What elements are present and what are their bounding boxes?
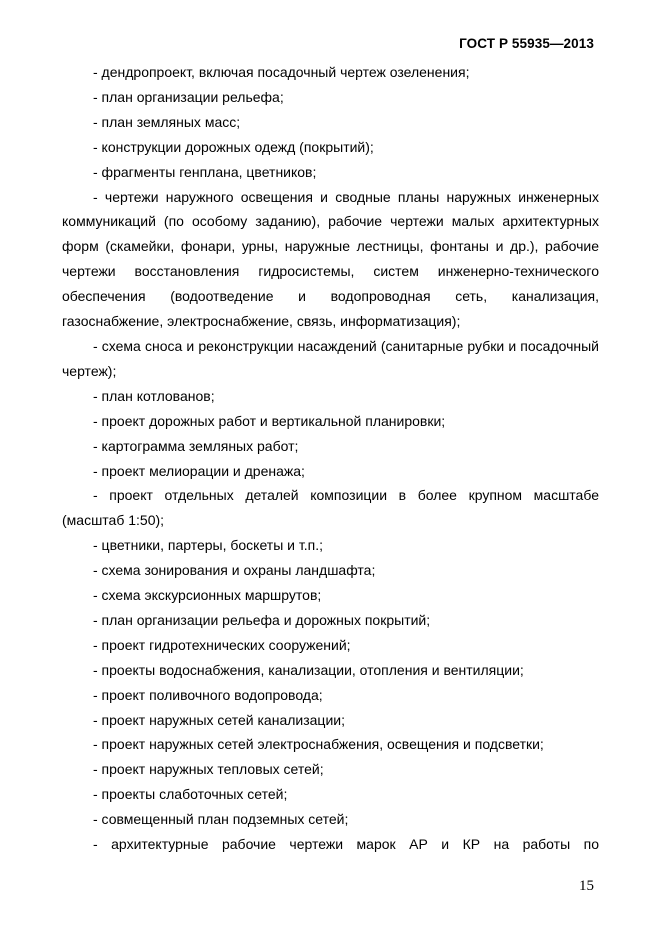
- list-item: - план земляных масс;: [93, 113, 241, 130]
- list-item: - проект отдельных деталей композиции в более крупном масштабе (масштаб 1:50);: [62, 487, 599, 529]
- document-standard-header: ГОСТ Р 55935—2013: [459, 36, 594, 51]
- list-item: - схема экскурсионных маршрутов;: [93, 587, 322, 604]
- list-item: - совмещенный план подземных сетей;: [93, 811, 349, 828]
- list-item: - проект наружных тепловых сетей;: [93, 761, 324, 778]
- list-item: - конструкции дорожных одежд (покрытий);: [93, 138, 374, 155]
- list-item: - проекты слаботочных сетей;: [93, 786, 288, 803]
- list-item: - план организации рельефа;: [93, 88, 284, 105]
- list-item: - архитектурные рабочие чертежи марок АР и КР на работы по: [93, 836, 599, 853]
- list-item: - чертежи наружного освещения и сводные планы наружных инженерных коммуникаций (по особому заданию), рабочие чертежи малых архитектурных форм (скамейки, фонари, урны, наружные лестницы, фонтаны и др.), рабочие чертежи восстановления гидросистемы, систем инженерно-технического обеспечения (водоотведение и водопроводная сеть, канализация, газоснабжение, электроснабжение, связь, информатизация);: [62, 188, 599, 330]
- list-item: - картограмма земляных работ;: [93, 437, 299, 454]
- list-item: - дендропроект, включая посадочный чертеж озеленения;: [93, 64, 470, 80]
- list-item: - проект мелиорации и дренажа;: [93, 462, 305, 479]
- list-item: - план котлованов;: [93, 387, 215, 404]
- list-item: - проект гидротехнических сооружений;: [93, 636, 351, 653]
- document-body: [62, 60, 599, 857]
- page-number: 15: [579, 878, 594, 894]
- list-item: - фрагменты генплана, цветников;: [93, 163, 317, 180]
- list-item: - проект дорожных работ и вертикальной планировки;: [93, 412, 446, 429]
- list-item: - цветники, партеры, боскеты и т.п.;: [93, 537, 323, 554]
- list-item: - план организации рельефа и дорожных покрытий;: [93, 611, 431, 628]
- list-item: - схема зонирования и охраны ландшафта;: [93, 562, 376, 579]
- list-item: - проекты водоснабжения, канализации, отопления и вентиляции;: [93, 661, 524, 678]
- list-item: - проект поливочного водопровода;: [93, 686, 323, 703]
- list-item: - проект наружных сетей электроснабжения, освещения и подсветки;: [93, 736, 544, 753]
- list-item: - проект наружных сетей канализации;: [93, 711, 345, 728]
- list-item: - схема сноса и реконструкции насаждений (санитарные рубки и посадочный чертеж);: [62, 337, 599, 379]
